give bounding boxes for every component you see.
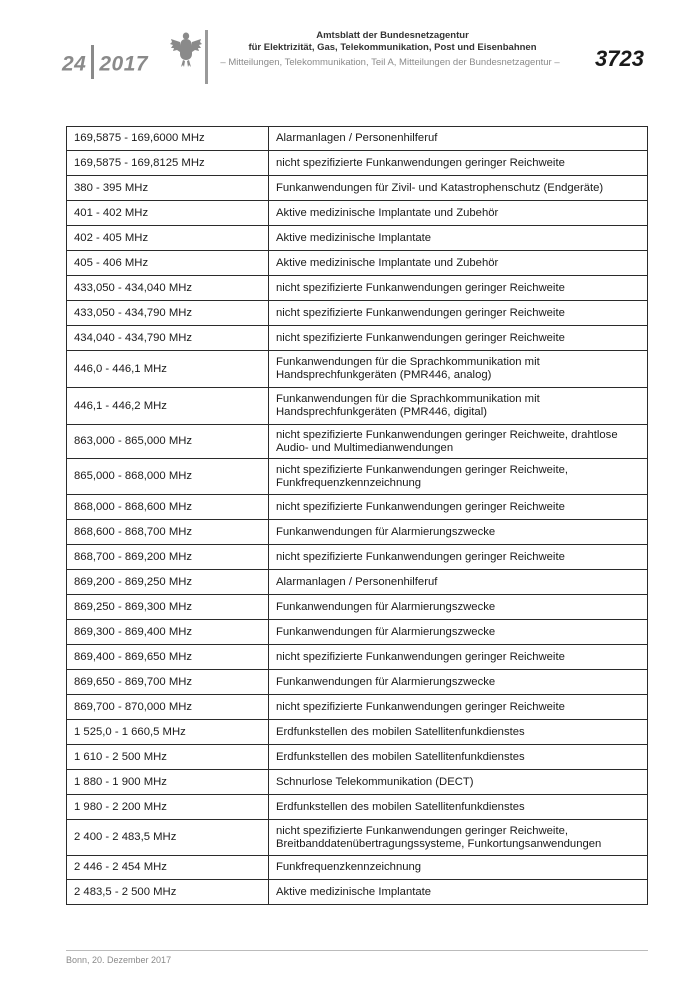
table-row: [67, 520, 648, 545]
header-divider: [205, 30, 208, 84]
usage-text: Funkanwendungen für die Sprachkommunikation mit: [276, 393, 540, 405]
usage-cell: [269, 570, 648, 595]
usage-cell: [269, 251, 648, 276]
issue-year: 2017: [99, 52, 149, 76]
frequency-cell: 865,000 - 868,000 MHz: [67, 459, 269, 495]
frequency-cell: 2 483,5 - 2 500 MHz: [67, 880, 269, 905]
table-row: [67, 695, 648, 720]
table-row: [67, 326, 648, 351]
usage-cell: [269, 495, 648, 520]
page-number: 3723: [595, 46, 644, 71]
table-row: [67, 645, 648, 670]
table-row: [67, 495, 648, 520]
usage-text: Erdfunkstellen des mobilen Satellitenfunkdienstes: [276, 725, 525, 738]
usage-cell: [269, 770, 648, 795]
frequency-cell: 868,000 - 868,600 MHz: [67, 495, 269, 520]
usage-text: Funkanwendungen für Alarmierungszwecke: [276, 625, 496, 638]
issue-number: 24: [62, 52, 87, 76]
usage-cell: [269, 201, 648, 226]
table-row: [67, 459, 648, 495]
frequency-cell: 863,000 - 865,000 MHz: [67, 425, 269, 459]
usage-cell: [269, 276, 648, 301]
table-row: [67, 595, 648, 620]
gazette-subtitle: – Mitteilungen, Telekommunikation, Teil A, Mitteilungen der Bundesnetzagentur –: [220, 57, 560, 68]
frequency-cell: 446,1 - 446,2 MHz: [67, 388, 269, 425]
table-row: [67, 570, 648, 595]
usage-cell: [269, 620, 648, 645]
usage-text: Alarmanlagen / Personenhilferuf: [276, 132, 438, 144]
usage-cell: [269, 425, 648, 459]
table-row: [67, 545, 648, 570]
usage-text: nicht spezifizierte Funkanwendungen geringer Reichweite: [276, 281, 565, 294]
usage-text: Alarmanlagen / Personenhilferuf: [276, 575, 438, 588]
footer-divider: [66, 950, 648, 951]
table-row: [67, 880, 648, 905]
usage-cell: [269, 351, 648, 388]
frequency-cell: 169,5875 - 169,8125 MHz: [67, 151, 269, 176]
frequency-cell: 1 610 - 2 500 MHz: [67, 745, 269, 770]
usage-text-continued: Funkfrequenzkennzeichnung: [276, 476, 422, 489]
usage-cell: [269, 720, 648, 745]
usage-text: Erdfunkstellen des mobilen Satellitenfunkdienstes: [276, 800, 525, 813]
usage-cell: [269, 388, 648, 425]
usage-text: Aktive medizinische Implantate und Zubehör: [276, 256, 499, 269]
frequency-cell: 434,040 - 434,790 MHz: [67, 326, 269, 351]
usage-cell: [269, 745, 648, 770]
table-row: [67, 226, 648, 251]
usage-text: nicht spezifizierte Funkanwendungen geringer Reichweite: [276, 331, 565, 344]
page-header: [0, 0, 700, 100]
frequency-cell: 869,200 - 869,250 MHz: [67, 570, 269, 595]
table-row: [67, 770, 648, 795]
frequency-cell: 1 980 - 2 200 MHz: [67, 795, 269, 820]
table-row: [67, 425, 648, 459]
frequency-cell: 433,050 - 434,040 MHz: [67, 276, 269, 301]
frequency-cell: 868,600 - 868,700 MHz: [67, 520, 269, 545]
frequency-cell: 402 - 405 MHz: [67, 226, 269, 251]
usage-cell: [269, 520, 648, 545]
table-row: [67, 388, 648, 425]
frequency-cell: 2 400 - 2 483,5 MHz: [67, 820, 269, 856]
usage-cell: [269, 545, 648, 570]
usage-cell: [269, 176, 648, 201]
usage-text: nicht spezifizierte Funkanwendungen geringer Reichweite,: [276, 463, 569, 476]
usage-text-continued: Handsprechfunkgeräten (PMR446, digital): [276, 406, 487, 418]
usage-text: Funkanwendungen für die Sprachkommunikation mit: [276, 356, 540, 368]
table-row: [67, 820, 648, 856]
usage-text: Schnurlose Telekommunikation (DECT): [276, 775, 474, 788]
usage-text: nicht spezifizierte Funkanwendungen geringer Reichweite,: [276, 824, 569, 837]
federal-eagle-icon: [170, 30, 202, 68]
usage-cell: [269, 695, 648, 720]
frequency-cell: 869,400 - 869,650 MHz: [67, 645, 269, 670]
table-row: [67, 720, 648, 745]
usage-text: Funkanwendungen für Alarmierungszwecke: [276, 600, 496, 613]
frequency-cell: 446,0 - 446,1 MHz: [67, 351, 269, 388]
frequency-table-body: [67, 127, 648, 905]
frequency-cell: 869,300 - 869,400 MHz: [67, 620, 269, 645]
table-row: [67, 127, 648, 151]
usage-text: nicht spezifizierte Funkanwendungen geringer Reichweite: [276, 306, 565, 319]
table-row: [67, 856, 648, 880]
usage-cell: [269, 301, 648, 326]
usage-text: Funkanwendungen für Alarmierungszwecke: [276, 525, 496, 538]
usage-cell: [269, 880, 648, 905]
table-row: [67, 795, 648, 820]
usage-text-continued: Audio- und Multimedianwendungen: [276, 441, 454, 454]
usage-cell: [269, 459, 648, 495]
usage-cell: [269, 856, 648, 880]
usage-cell: [269, 226, 648, 251]
gazette-title-line2: für Elektrizität, Gas, Telekommunikation, Post und Eisenbahnen: [248, 42, 537, 53]
usage-cell: [269, 670, 648, 695]
table-row: [67, 670, 648, 695]
usage-text: Aktive medizinische Implantate: [276, 231, 432, 244]
usage-text: nicht spezifizierte Funkanwendungen geringer Reichweite: [276, 550, 565, 563]
table-row: [67, 176, 648, 201]
usage-text: nicht spezifizierte Funkanwendungen geringer Reichweite: [276, 650, 565, 663]
table-row: [67, 276, 648, 301]
gazette-title: Amtsblatt der Bundesnetzagentur: [316, 30, 469, 41]
usage-cell: [269, 645, 648, 670]
usage-text: nicht spezifizierte Funkanwendungen geringer Reichweite: [276, 156, 565, 169]
table-row: [67, 745, 648, 770]
issue-label: [62, 48, 148, 82]
issue-separator: [91, 45, 94, 79]
usage-text: Funkfrequenzkennzeichnung: [276, 861, 422, 873]
frequency-cell: 405 - 406 MHz: [67, 251, 269, 276]
table-row: [67, 301, 648, 326]
frequency-cell: 869,250 - 869,300 MHz: [67, 595, 269, 620]
frequency-table: [66, 126, 648, 905]
usage-cell: [269, 595, 648, 620]
usage-text: Aktive medizinische Implantate: [276, 885, 432, 898]
table-row: [67, 351, 648, 388]
frequency-cell: 869,700 - 870,000 MHz: [67, 695, 269, 720]
usage-cell: [269, 326, 648, 351]
frequency-cell: 1 880 - 1 900 MHz: [67, 770, 269, 795]
usage-text: nicht spezifizierte Funkanwendungen geringer Reichweite: [276, 700, 565, 713]
usage-text: Erdfunkstellen des mobilen Satellitenfunkdienstes: [276, 750, 525, 763]
frequency-cell: 433,050 - 434,790 MHz: [67, 301, 269, 326]
usage-text: nicht spezifizierte Funkanwendungen geringer Reichweite, drahtlose: [276, 428, 618, 441]
usage-cell: [269, 151, 648, 176]
usage-cell: [269, 820, 648, 856]
usage-text: Funkanwendungen für Alarmierungszwecke: [276, 675, 496, 688]
usage-text: Aktive medizinische Implantate und Zubehör: [276, 206, 499, 219]
frequency-cell: 169,5875 - 169,6000 MHz: [67, 127, 269, 151]
frequency-cell: 868,700 - 869,200 MHz: [67, 545, 269, 570]
frequency-cell: 380 - 395 MHz: [67, 176, 269, 201]
frequency-cell: 869,650 - 869,700 MHz: [67, 670, 269, 695]
usage-text: nicht spezifizierte Funkanwendungen geringer Reichweite: [276, 500, 565, 513]
frequency-cell: 2 446 - 2 454 MHz: [67, 856, 269, 880]
table-row: [67, 251, 648, 276]
frequency-cell: 401 - 402 MHz: [67, 201, 269, 226]
footer-place-date: Bonn, 20. Dezember 2017: [66, 955, 172, 965]
usage-cell: [269, 795, 648, 820]
table-row: [67, 620, 648, 645]
usage-text-continued: Breitbanddatenübertragungssysteme, Funkortungsanwendungen: [276, 837, 602, 850]
frequency-cell: 1 525,0 - 1 660,5 MHz: [67, 720, 269, 745]
table-row: [67, 201, 648, 226]
usage-cell: [269, 127, 648, 151]
table-row: [67, 151, 648, 176]
usage-text: Funkanwendungen für Zivil- und Katastrophenschutz (Endgeräte): [276, 181, 604, 194]
usage-text-continued: Handsprechfunkgeräten (PMR446, analog): [276, 369, 492, 381]
